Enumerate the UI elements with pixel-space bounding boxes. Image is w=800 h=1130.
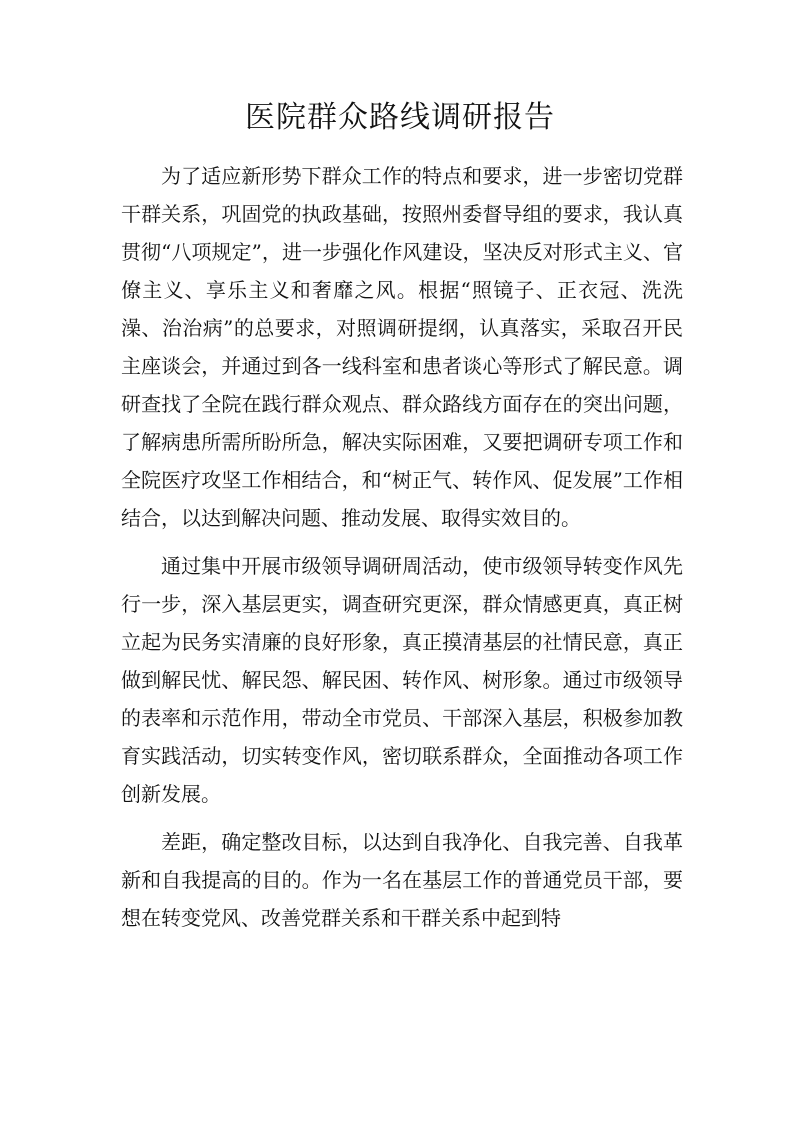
document-body: [121, 157, 683, 947]
document-title: 医院群众路线调研报告: [245, 100, 555, 135]
paragraph-3: 差距，确定整改目标，以达到自我净化、自我完善、自我革新和自我提高的目的。作为一名在基层工作的普通党员干部，要想在转变党风、改善党群关系和干群关系中起到特: [121, 830, 683, 930]
paragraph-1: 为了适应新形势下群众工作的特点和要求，进一步密切党群干群关系，巩固党的执政基础，按照州委督导组的要求，我认真贯彻“八项规定”，进一步强化作风建设，坚决反对形式主义、官僚主义、享乐主义和奢靡之风。根据“照镜子、正衣冠、洗洗澡、治治病”的总要求，对照调研提纲，认真落实，采取召开民主座谈会，并通过到各一线科室和患者谈心等形式了解民意。调研查找了全院在践行群众观点、群众路线方面存在的突出问题，了解病患所需所盼所急，解决实际困难，又要把调研专项工作和全院医疗攻坚工作相结合，和“树正气、转作风、促发展”工作相结合，以达到解决问题、推动发展、取得实效目的。: [121, 164, 683, 530]
paragraph-2: 通过集中开展市级领导调研周活动，使市级领导转变作风先行一步，深入基层更实，调查研究更深，群众情感更真，真正树立起为民务实清廉的良好形象，真正摸清基层的社情民意，真正做到解民忧、解民怨、解民困、转作风、树形象。通过市级领导的表率和示范作用，带动全市党员、干部深入基层，积极参加教育实践活动，切实转变作风，密切联系群众，全面推动各项工作创新发展。: [121, 554, 683, 806]
